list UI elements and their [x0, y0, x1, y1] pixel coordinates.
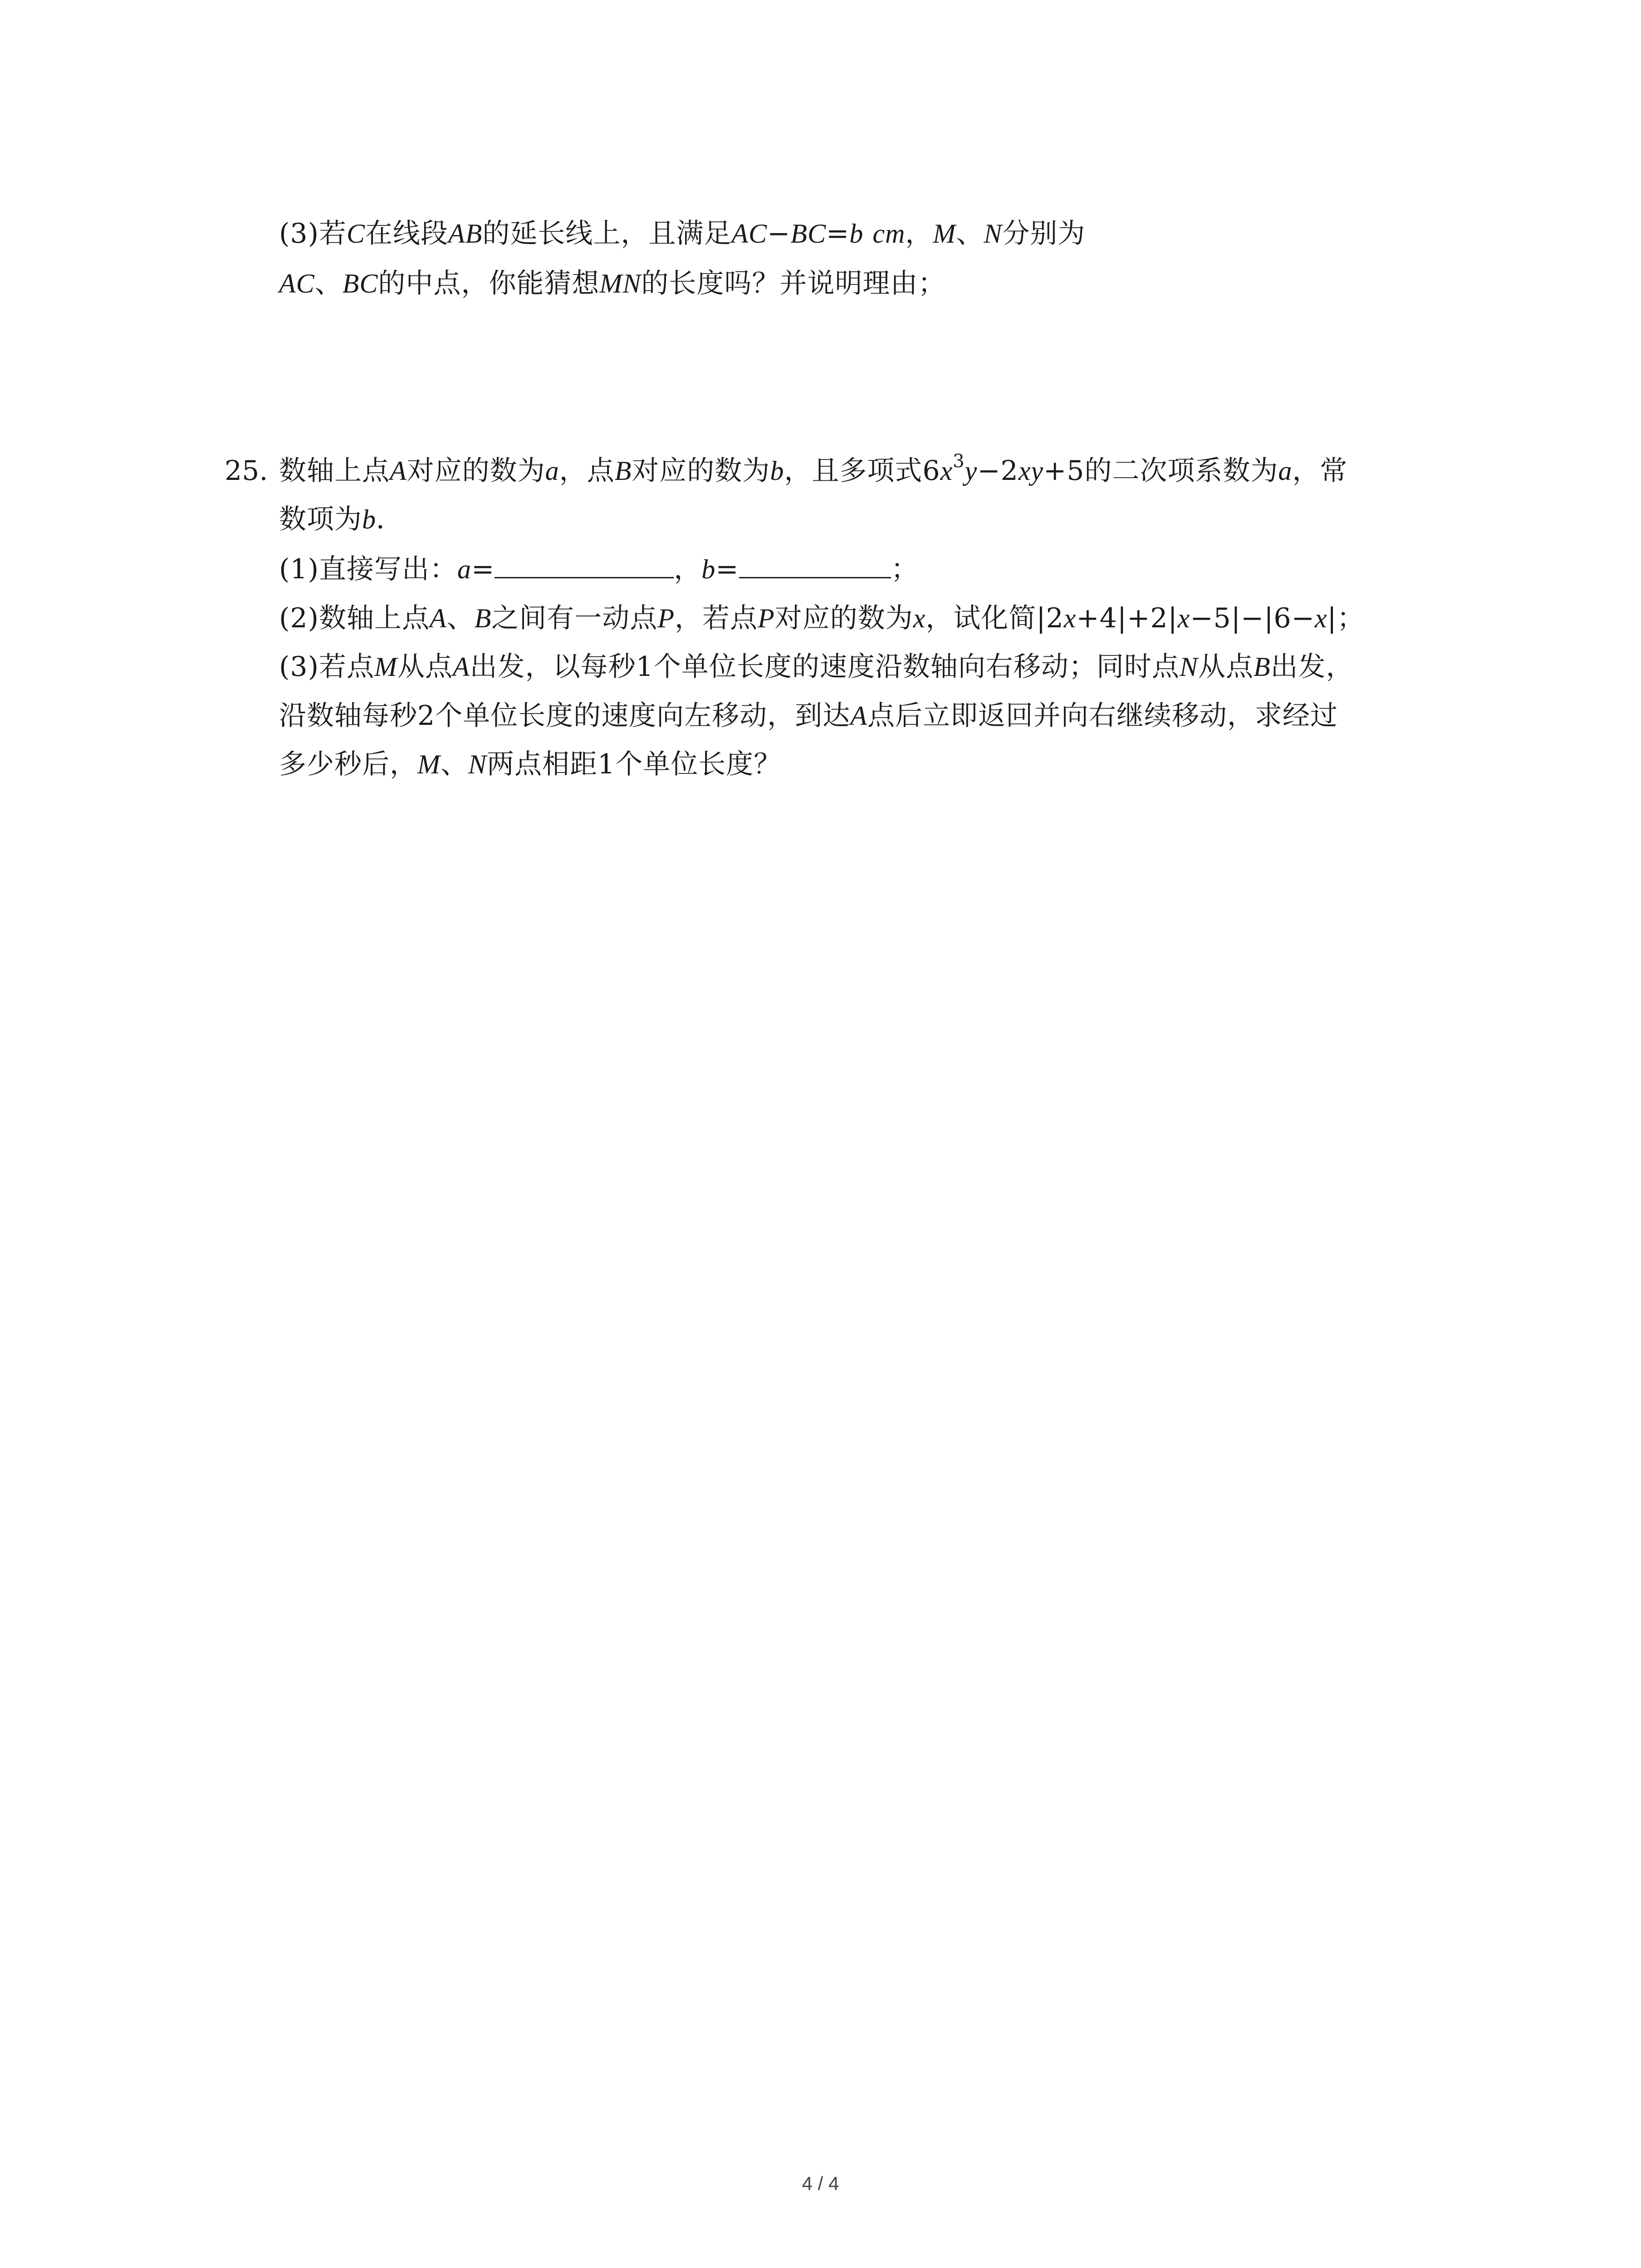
q25-part1: (1)直接写出：a= ，b= ；	[279, 549, 919, 590]
q25-part2: (2)数轴上点A、B之间有一动点P，若点P对应的数为x，试化简|2x+4|+2|x−5|−|6−x|；	[279, 602, 1365, 634]
answer-blank-a[interactable]	[495, 552, 674, 578]
q24-part3-line2: AC、BC的中点，你能猜想MN的长度吗？并说明理由；	[279, 268, 946, 299]
q25-part3-line3: 多少秒后，M、N两点相距1个单位长度？	[279, 748, 782, 780]
page-number: 4 / 4	[802, 2173, 839, 2194]
q25-stem-line1: 数轴上点A对应的数为a，点B对应的数为b，且多项式$6x^3y-2xy+5$的二次项系数为a，常	[279, 451, 1348, 487]
answer-blank-b[interactable]	[739, 552, 891, 578]
q25-stem-line2: 数项为b．	[279, 503, 404, 535]
q25-part3-line2: 沿数轴每秒2个单位长度的速度向左移动，到达A点后立即返回并向右继续移动，求经过	[279, 700, 1338, 732]
q25-part3-line1: (3)若点M从点A出发，以每秒1个单位长度的速度沿数轴向右移动；同时点N从点B出发，	[279, 651, 1354, 683]
q24-part3-line1: (3)若C在线段AB的延长线上，且满足AC−BC=b cm，M、N分别为	[279, 218, 1086, 249]
question-number-25: 25.	[225, 455, 268, 487]
